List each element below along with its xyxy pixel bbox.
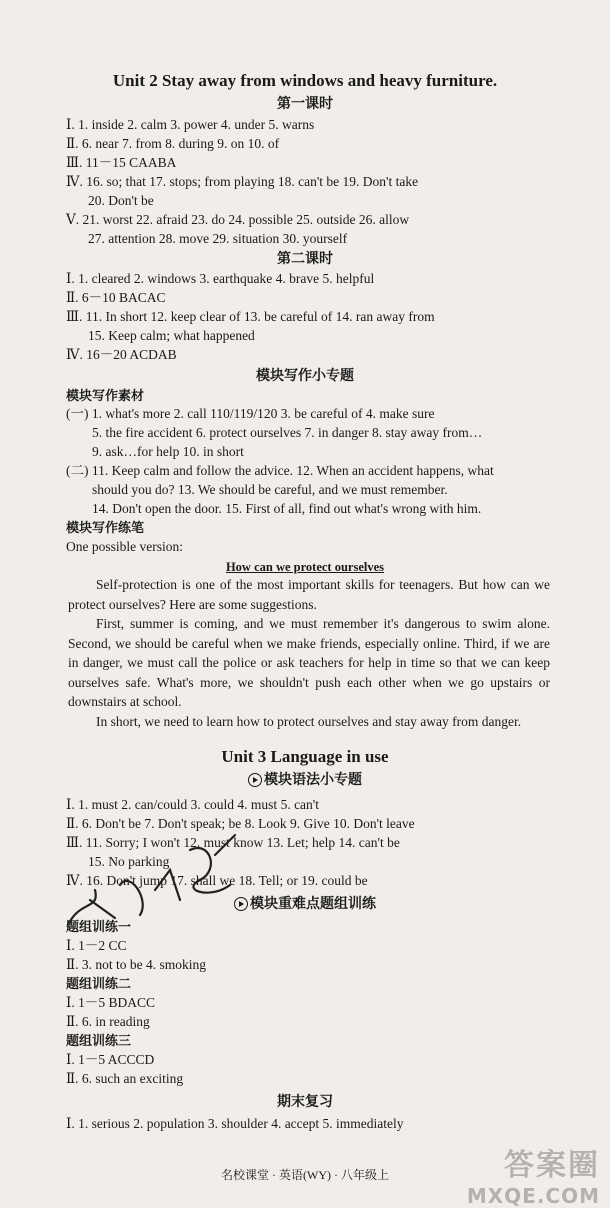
- essay-paragraph: First, summer is coming, and we must remember it's dangerous to swim alone. Second, we should be careful when we make friends, especially online. Third, if we are in danger, we must call the police or ask teachers for help in time so that we can keep ourselves safe. What's more, we shouldn't push each other when we go upstairs or downstairs at school.: [68, 616, 550, 709]
- page-footer: 名校课堂 · 英语(WY) · 八年级上: [221, 1168, 389, 1182]
- essay-title: How can we protect ourselves: [225, 560, 385, 574]
- version-label: One possible version:: [66, 539, 183, 554]
- practice-label: 模块写作练笔: [66, 520, 145, 535]
- answer-line: (一) 1. what's more 2. call 110/119/120 3. be careful of 4. make sure: [66, 406, 435, 421]
- answer-line: 27. attention 28. move 29. situation 30. yourself: [88, 231, 348, 246]
- group2-label: 题组训练二: [66, 976, 132, 991]
- answer-line: Ⅰ. 1. serious 2. population 3. shoulder 4. accept 5. immediately: [66, 1116, 404, 1131]
- unit2-title: Unit 2 Stay away from windows and heavy furniture.: [112, 71, 498, 90]
- answer-line: Ⅰ. 1－2 CC: [66, 938, 127, 953]
- answer-line: Ⅰ. 1－5 ACCCD: [66, 1052, 155, 1067]
- writing-heading: 模块写作小专题: [256, 369, 354, 384]
- answer-line: Ⅱ. 3. not to be 4. smoking: [66, 957, 207, 972]
- answer-line: Ⅰ. 1. inside 2. calm 3. power 4. under 5. warns: [66, 117, 315, 132]
- play-circle-icon: [248, 773, 262, 787]
- watermark-text: 答案圈: [504, 1148, 600, 1183]
- answer-line: Ⅱ. 6. such an exciting: [66, 1071, 184, 1086]
- answer-line: (二) 11. Keep calm and follow the advice. 12. When an accident happens, what: [66, 463, 494, 478]
- answer-line: Ⅰ. 1－5 BDACC: [66, 995, 155, 1010]
- final-review-heading: 期末复习: [277, 1095, 333, 1110]
- grammar-heading: 模块语法小专题: [0, 772, 610, 790]
- answer-line: 9. ask…for help 10. in short: [92, 444, 244, 459]
- answer-line: Ⅱ. 6. Don't be 7. Don't speak; be 8. Look 9. Give 10. Don't leave: [66, 816, 415, 831]
- answer-line: Ⅲ. 11. In short 12. keep clear of 13. be careful of 14. ran away from: [66, 309, 435, 324]
- group1-label: 题组训练一: [66, 919, 132, 934]
- answer-line: Ⅰ. 1. must 2. can/could 3. could 4. must 5. can't: [66, 797, 319, 812]
- lesson2-heading: 第二课时: [277, 252, 333, 267]
- answer-line: Ⅲ. 11. Sorry; I won't 12. must know 13. Let; help 14. can't be: [66, 835, 400, 850]
- answer-line: 15. Keep calm; what happened: [88, 328, 255, 343]
- answer-line: 14. Don't open the door. 15. First of all, find out what's wrong with him.: [92, 501, 482, 516]
- unit3-title: Unit 3 Language in use: [221, 747, 389, 766]
- essay: [68, 575, 550, 731]
- answer-line: Ⅳ. 16. so; that 17. stops; from playing 18. can't be 19. Don't take: [66, 174, 419, 189]
- answer-line: Ⅳ. 16. Don't jump 17. shall we 18. Tell; or 19. could be: [66, 873, 368, 888]
- answer-line: Ⅰ. 1. cleared 2. windows 3. earthquake 4. brave 5. helpful: [66, 271, 375, 286]
- key-points-heading: 模块重难点题组训练: [0, 896, 610, 914]
- answer-line: Ⅱ. 6. near 7. from 8. during 9. on 10. of: [66, 136, 280, 151]
- answer-line: 15. No parking: [88, 854, 170, 869]
- answer-line: Ⅲ. 11－15 CAABA: [66, 155, 177, 170]
- answer-line: Ⅱ. 6－10 BACAC: [66, 290, 166, 305]
- answer-line: 5. the fire accident 6. protect ourselves 7. in danger 8. stay away from…: [92, 425, 483, 440]
- group3-label: 题组训练三: [66, 1033, 132, 1048]
- watermark-logo: [467, 1140, 600, 1208]
- materials-label: 模块写作素材: [66, 388, 145, 403]
- answer-line: Ⅳ. 16－20 ACDAB: [66, 347, 177, 362]
- answer-line: Ⅴ. 21. worst 22. afraid 23. do 24. possible 25. outside 26. allow: [66, 212, 410, 227]
- answer-line: 20. Don't be: [88, 193, 154, 208]
- lesson1-heading: 第一课时: [277, 97, 333, 112]
- essay-paragraph: In short, we need to learn how to protect ourselves and stay away from danger.: [96, 713, 522, 729]
- answer-line: should you do? 13. We should be careful, and we must remember.: [92, 482, 448, 497]
- answer-line: Ⅱ. 6. in reading: [66, 1014, 150, 1029]
- essay-paragraph: Self-protection is one of the most important skills for teenagers. But how can we protect ourselves? Here are some suggestions.: [68, 577, 550, 612]
- watermark-url: MXQE.COM: [466, 1184, 600, 1208]
- handwriting-scribble: [60, 830, 250, 940]
